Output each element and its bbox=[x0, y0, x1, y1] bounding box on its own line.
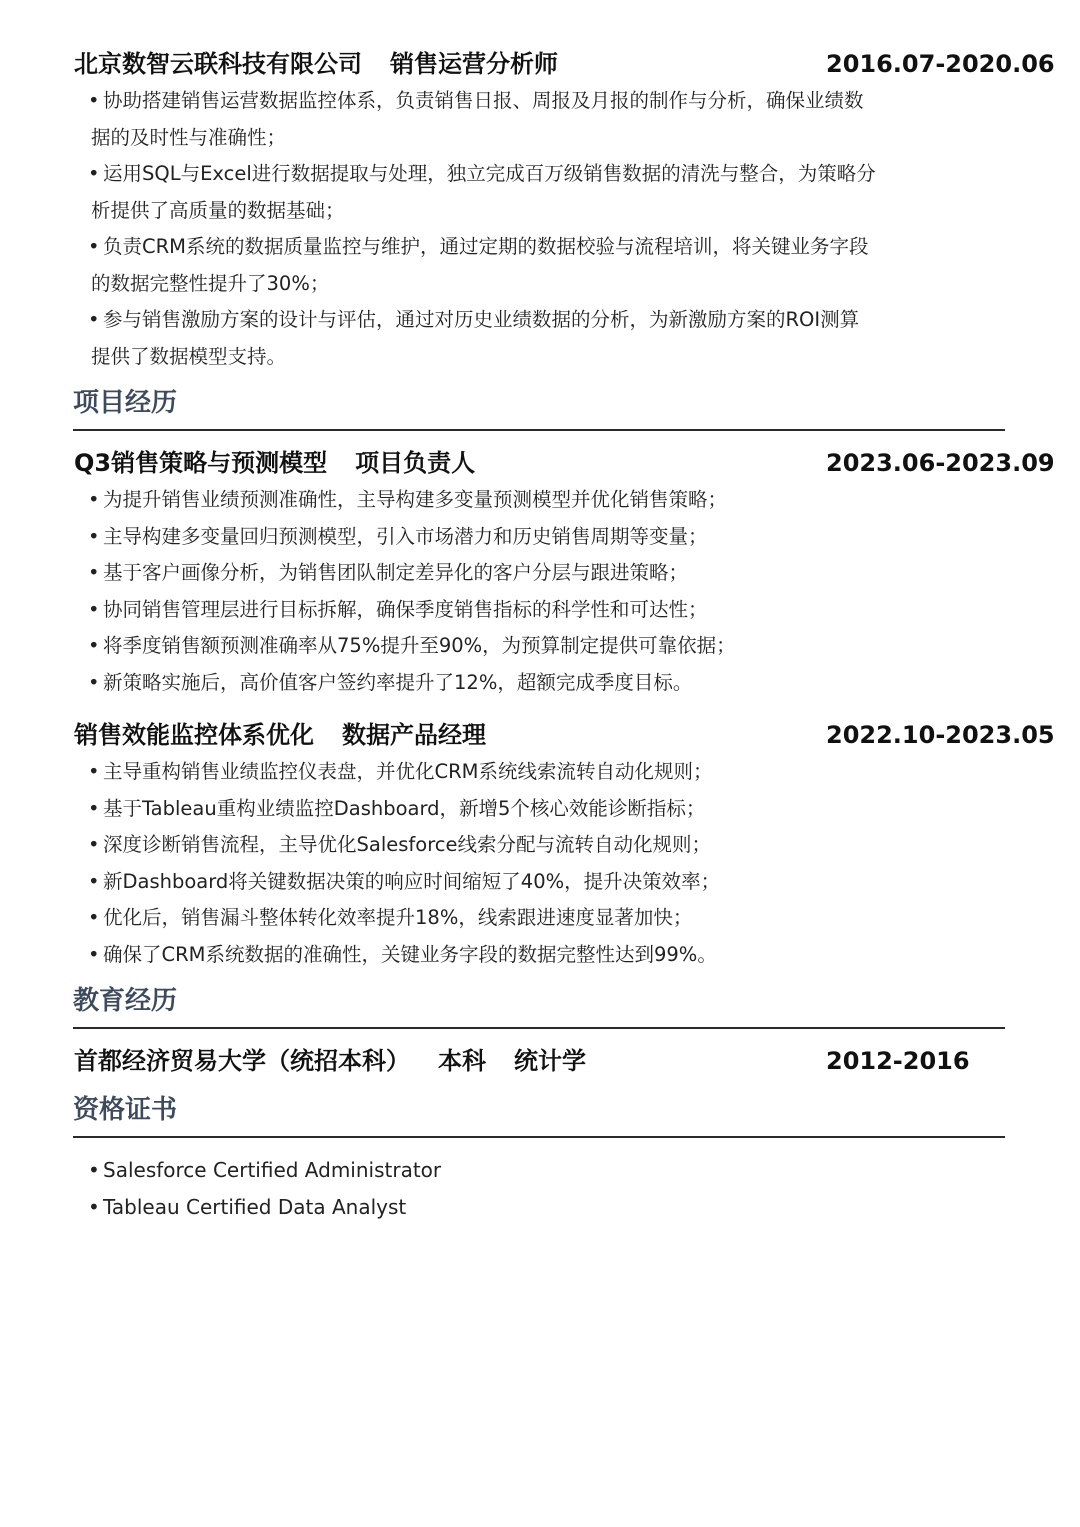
list-item: • Salesforce Certified Administrator bbox=[88, 1152, 441, 1189]
bullet-line-continued: 析提供了高质量的数据基础； bbox=[91, 198, 345, 222]
education-entry-title bbox=[74, 1044, 586, 1078]
list-item bbox=[88, 83, 958, 156]
education-entry-date: 2012-2016 bbox=[826, 1047, 970, 1075]
major: 统计学 bbox=[514, 1047, 586, 1075]
project-name: Q3销售策略与预测模型 bbox=[74, 449, 328, 477]
bullet-line-continued: 据的及时性与准确性； bbox=[91, 125, 287, 149]
list-item: • 主导构建多变量回归预测模型，引入市场潜力和历史销售周期等变量； bbox=[88, 519, 958, 556]
school-name: 首都经济贸易大学（统招本科） bbox=[74, 1047, 410, 1075]
section-title-certificates: 资格证书 bbox=[73, 1090, 1005, 1138]
project-entry-bullets bbox=[88, 754, 958, 973]
project-name: 销售效能监控体系优化 bbox=[74, 721, 314, 749]
bullet-line: 协助搭建销售运营数据监控体系，负责销售日报、周报及月报的制作与分析，确保业绩数 bbox=[103, 89, 864, 112]
bullet-line: 参与销售激励方案的设计与评估，通过对历史业绩数据的分析，为新激励方案的ROI测算 bbox=[103, 308, 860, 331]
work-entry-title bbox=[74, 47, 558, 81]
list-item: • 为提升销售业绩预测准确性，主导构建多变量预测模型并优化销售策略； bbox=[88, 482, 958, 519]
work-entry-bullets bbox=[88, 83, 958, 375]
list-item bbox=[88, 229, 958, 302]
project-entry-bullets bbox=[88, 482, 958, 701]
project-role: 项目负责人 bbox=[355, 449, 476, 477]
list-item bbox=[88, 156, 958, 229]
section-title-education: 教育经历 bbox=[73, 981, 1005, 1029]
degree: 本科 bbox=[438, 1047, 486, 1075]
list-item: • 基于客户画像分析，为销售团队制定差异化的客户分层与跟进策略； bbox=[88, 555, 958, 592]
list-item: • 优化后，销售漏斗整体转化效率提升18%，线索跟进速度显著加快； bbox=[88, 900, 958, 937]
list-item: • 基于Tableau重构业绩监控Dashboard，新增5个核心效能诊断指标； bbox=[88, 791, 958, 828]
list-item: • 主导重构销售业绩监控仪表盘，并优化CRM系统线索流转自动化规则； bbox=[88, 754, 958, 791]
list-item: • Tableau Certified Data Analyst bbox=[88, 1189, 441, 1226]
project-entry-header bbox=[74, 446, 1055, 480]
project-entry-header bbox=[74, 718, 1055, 752]
project-entry-title bbox=[74, 718, 486, 752]
bullet-line-continued: 的数据完整性提升了30%； bbox=[91, 271, 330, 295]
list-item: • 确保了CRM系统数据的准确性，关键业务字段的数据完整性达到99%。 bbox=[88, 937, 958, 974]
bullet-line: 负责CRM系统的数据质量监控与维护，通过定期的数据校验与流程培训，将关键业务字段 bbox=[103, 235, 869, 258]
work-entry-header bbox=[74, 47, 1055, 81]
list-item: • 新Dashboard将关键数据决策的响应时间缩短了40%，提升决策效率； bbox=[88, 864, 958, 901]
bullet-line-continued: 提供了数据模型支持。 bbox=[91, 344, 287, 368]
bullet-line: 运用SQL与Excel进行数据提取与处理，独立完成百万级销售数据的清洗与整合，为策略分 bbox=[103, 162, 876, 185]
list-item: • 新策略实施后，高价值客户签约率提升了12%，超额完成季度目标。 bbox=[88, 665, 958, 702]
education-entry-header bbox=[74, 1044, 1032, 1078]
list-item: • 协同销售管理层进行目标拆解，确保季度销售指标的科学性和可达性； bbox=[88, 592, 958, 629]
company-name: 北京数智云联科技有限公司 bbox=[74, 50, 362, 78]
job-role: 销售运营分析师 bbox=[390, 50, 558, 78]
project-entry-date: 2022.10-2023.05 bbox=[826, 721, 1055, 749]
project-entry-date: 2023.06-2023.09 bbox=[826, 449, 1055, 477]
project-entry-title bbox=[74, 446, 475, 480]
list-item: • 深度诊断销售流程，主导优化Salesforce线索分配与流转自动化规则； bbox=[88, 827, 958, 864]
list-item: • 将季度销售额预测准确率从75%提升至90%，为预算制定提供可靠依据； bbox=[88, 628, 958, 665]
certificate-list bbox=[88, 1152, 441, 1226]
section-title-projects: 项目经历 bbox=[73, 383, 1005, 431]
list-item bbox=[88, 302, 958, 375]
project-role: 数据产品经理 bbox=[342, 721, 486, 749]
work-entry-date: 2016.07-2020.06 bbox=[826, 50, 1055, 78]
